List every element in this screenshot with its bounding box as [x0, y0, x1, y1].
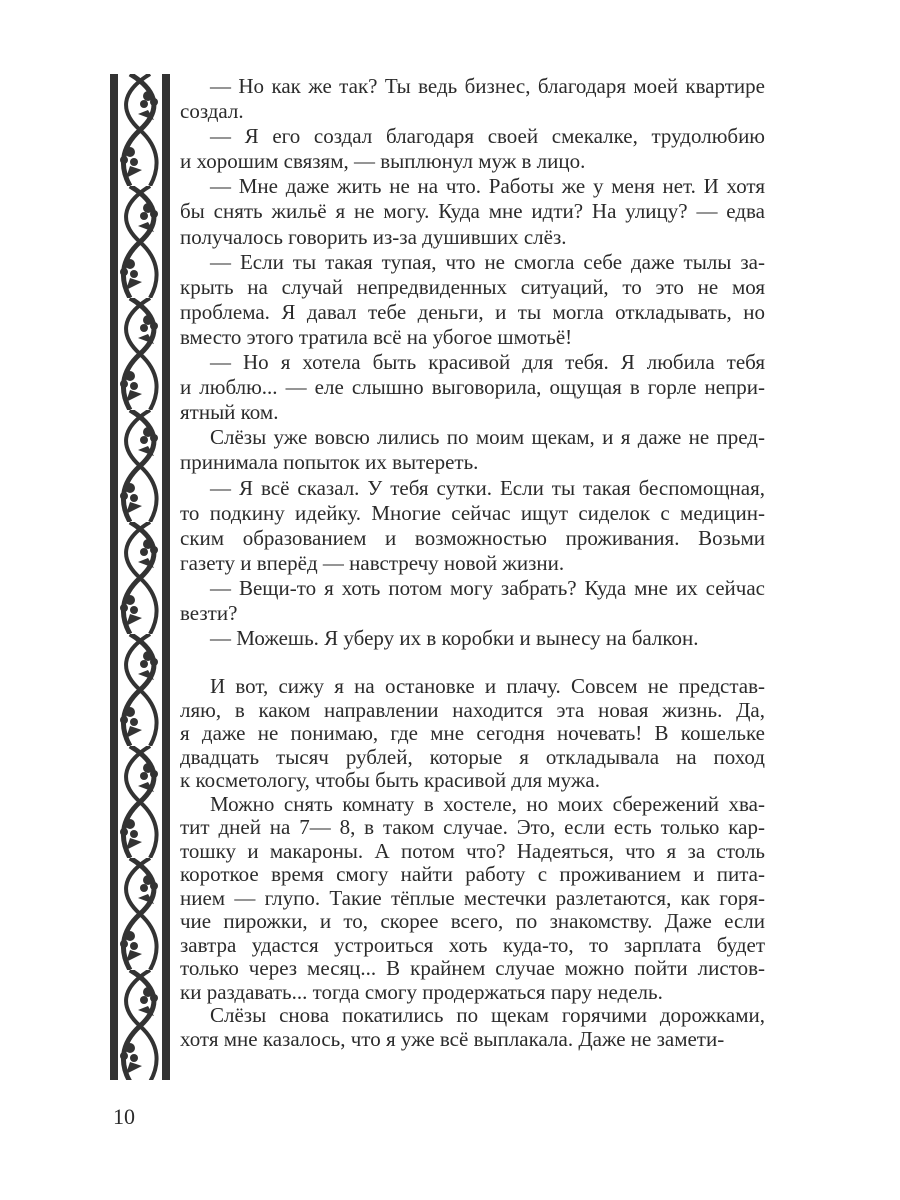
text-line: короткое время смогу найти работу с проживанием и пита-: [180, 862, 765, 886]
text-line: — Но как же так? Ты ведь бизнес, благодаря моей квартире: [210, 74, 765, 98]
paragraph: [180, 124, 765, 174]
text-block-dialogue: [180, 74, 765, 651]
text-line: крыть на случай непредвиденных ситуаций, то это не моя: [180, 274, 765, 299]
ornamental-border: [108, 74, 172, 1080]
text-line: хотя мне казалось, что я уже всё выплакала. Даже не замети-: [180, 1026, 725, 1051]
text-line: газету и вперёд — навстречу новой жизни.: [180, 550, 565, 575]
text-line: ки раздавать... тогда смогу продержаться пару недель.: [180, 979, 663, 1004]
text-line: — Я всё сказал. У тебя сутки. Если ты такая беспомощная,: [210, 475, 765, 500]
paragraph: [180, 675, 765, 793]
paragraph: [180, 425, 765, 475]
text-line: — Но я хотела быть красивой для тебя. Я любила тебя: [210, 350, 765, 375]
text-line: И вот, сижу я на остановке и плачу. Совсем не представ-: [210, 674, 765, 698]
text-line: двадцать тысяч рублей, которые я откладывала на поход: [180, 744, 765, 769]
text-line: тит дней на 7— 8, в таком случае. Это, если есть только кар-: [180, 815, 765, 839]
text-line: Слёзы снова покатились по щекам горячими дорожками,: [210, 1003, 765, 1027]
paragraph: [180, 174, 765, 249]
floral-vine-icon: [108, 74, 172, 1080]
paragraph: [180, 250, 765, 350]
text-line: ятный ком.: [180, 400, 279, 425]
paragraph: [180, 793, 765, 1005]
text-line: создал.: [180, 99, 244, 124]
text-line: к косметологу, чтобы быть красивой для мужа.: [180, 768, 600, 792]
text-line: принимала попыток их вытереть.: [180, 450, 479, 475]
text-line: — Мне даже жить не на что. Работы же у меня нет. И хотя: [210, 174, 765, 199]
text-line: я даже не понимаю, где мне сегодня ночевать! В кошельке: [180, 721, 765, 745]
text-line: бы снять жильё я не могу. Куда мне идти? На улицу? — едва: [180, 199, 765, 224]
text-line: Можно снять комнату в хостеле, но моих сбережений хва-: [210, 791, 765, 816]
text-line: — Вещи-то я хоть потом могу забрать? Куда мне их сейчас: [210, 575, 765, 600]
text-line: и люблю... — еле слышно выговорила, ощущая в горле непри-: [180, 375, 765, 400]
text-line: то подкину идейку. Многие сейчас ищут сиделок с медицин-: [180, 500, 765, 525]
paragraph: [180, 626, 765, 651]
paragraph: [180, 1004, 765, 1051]
paragraph: [180, 576, 765, 626]
text-line: ляю, в каком направлении находится эта новая жизнь. Да,: [180, 697, 765, 722]
text-line: — Я его создал благодаря своей смекалке, трудолюбию: [210, 124, 765, 149]
text-line: проблема. Я давал тебе деньги, и ты могла откладывать, но: [180, 299, 765, 324]
paragraph: [180, 350, 765, 425]
paragraph: [180, 74, 765, 124]
text-line: получалось говорить из-за душивших слёз.: [180, 224, 567, 249]
text-line: нием — глупо. Такие тёплые местечки разлетаются, как горя-: [180, 885, 765, 910]
page-number: 10: [113, 1104, 135, 1129]
text-line: — Если ты такая тупая, что не смогла себе даже тылы за-: [210, 249, 765, 274]
text-line: завтра удастся устроиться хоть куда-то, то зарплата будет: [180, 932, 765, 957]
text-line: Слёзы уже вовсю лились по моим щекам, и я даже не пред-: [210, 425, 765, 450]
text-line: тошку и макароны. А потом что? Надеяться, что я за столь: [180, 838, 765, 863]
paragraph: [180, 476, 765, 576]
text-line: и хорошим связям, — выплюнул муж в лицо.: [180, 149, 586, 174]
text-line: вместо этого тратила всё на убогое шмотьё!: [180, 324, 573, 349]
text-block-narrative: [180, 675, 765, 1051]
text-line: везти?: [180, 600, 238, 625]
text-line: только через месяц... В крайнем случае можно пойти листов-: [180, 956, 765, 980]
text-line: — Можешь. Я уберу их в коробки и вынесу на балкон.: [210, 626, 699, 651]
text-line: чие пирожки, и то, скорее всего, по знакомству. Даже если: [180, 909, 765, 933]
text-line: ским образованием и возможностью проживания. Возьми: [180, 525, 765, 550]
